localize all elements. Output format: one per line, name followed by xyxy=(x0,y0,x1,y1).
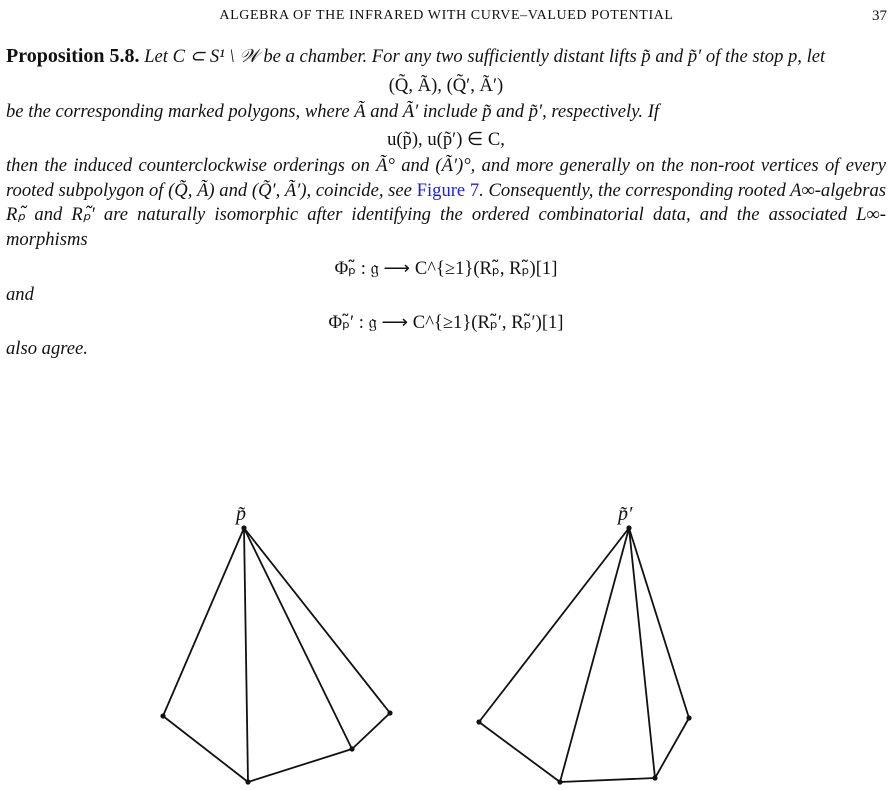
right-polygon xyxy=(476,525,691,784)
polygon-vertex xyxy=(245,779,250,784)
display-equation-3: Φₚ̃ : 𝔤 ⟶ C^{≥1}(Rₚ̃, Rₚ̃)[1] xyxy=(334,257,558,279)
proposition-paragraph-2 xyxy=(6,100,886,125)
polygon-vertex xyxy=(387,710,392,715)
display-equation-4: Φₚ̃′ : 𝔤 ⟶ C^{≥1}(Rₚ̃′, Rₚ̃′)[1] xyxy=(328,312,564,334)
polygon-vertex xyxy=(686,715,691,720)
proposition-block xyxy=(6,44,886,362)
right-apex-label: p̃′ xyxy=(618,503,633,525)
proposition-closing: also agree. xyxy=(6,338,88,360)
proposition-sentence-2: be the corresponding marked polygons, where Ã and Ã′ include p̃ and p̃′, respectively. If xyxy=(6,100,660,122)
polygon-vertex xyxy=(626,525,631,530)
polygon-diagonal xyxy=(244,528,352,749)
proposition-label: Proposition 5.8. xyxy=(6,45,140,67)
polygon-edge xyxy=(352,713,390,749)
proposition-paragraph-1 xyxy=(6,44,886,70)
display-equation-2: u(p̃), u(p̃′) ∈ C, xyxy=(387,129,505,151)
proposition-paragraph-3 xyxy=(6,154,886,252)
left-polygon xyxy=(160,525,392,784)
polygon-diagonal xyxy=(244,528,248,782)
polygon-edge xyxy=(655,718,689,778)
proposition-sentence-1: Let C ⊂ S¹ \ 𝒲 be a chamber. For any two sufficiently distant lifts p̃ and p̃′ of the stop p, let xyxy=(144,46,826,67)
polygon-edge xyxy=(244,528,390,713)
display-equation-1: (Q̃, Ã), (Q̃′, Ã′) xyxy=(388,74,504,96)
proposition-paragraph-5 xyxy=(6,337,886,362)
word-and: and xyxy=(6,283,34,305)
polygons-svg xyxy=(0,500,893,790)
polygon-edge xyxy=(163,716,248,782)
polygon-vertex xyxy=(241,525,246,530)
polygon-edge xyxy=(248,749,352,782)
polygon-diagonal xyxy=(560,528,629,782)
polygon-vertex xyxy=(349,746,354,751)
left-apex-label: p̃ xyxy=(236,503,246,525)
figure-reference-link[interactable]: Figure 7 xyxy=(416,179,480,201)
polygon-diagonal xyxy=(629,528,655,778)
polygon-edge xyxy=(479,528,629,722)
figure-polygons xyxy=(0,500,893,790)
polygon-vertex xyxy=(160,713,165,718)
polygon-edge xyxy=(479,722,560,782)
page-header xyxy=(0,6,893,28)
polygon-vertex xyxy=(652,775,657,780)
polygon-edge xyxy=(163,528,244,716)
polygon-vertex xyxy=(557,779,562,784)
proposition-paragraph-4 xyxy=(6,283,886,308)
polygon-vertex xyxy=(476,719,481,724)
polygon-edge xyxy=(560,778,655,782)
proposition-sentence-3b: . Consequently, the corresponding rooted A∞-algebras Rₚ̃ and Rₚ̃′ are naturally isomorphic after identifying the ordered combinatorial data, and the associated L∞-morphisms xyxy=(6,179,886,250)
page-number: 37 xyxy=(872,8,887,24)
proposition-sentence-3a: then the induced counterclockwise orderings on Ã° and (Ã′)°, and more generally on the non-root vertices of every rooted subpolygon of (Q̃, Ã) and (Q̃′, Ã′), coincide, see xyxy=(6,155,886,201)
running-head: ALGEBRA OF THE INFRARED WITH CURVE–VALUED POTENTIAL xyxy=(219,8,674,23)
